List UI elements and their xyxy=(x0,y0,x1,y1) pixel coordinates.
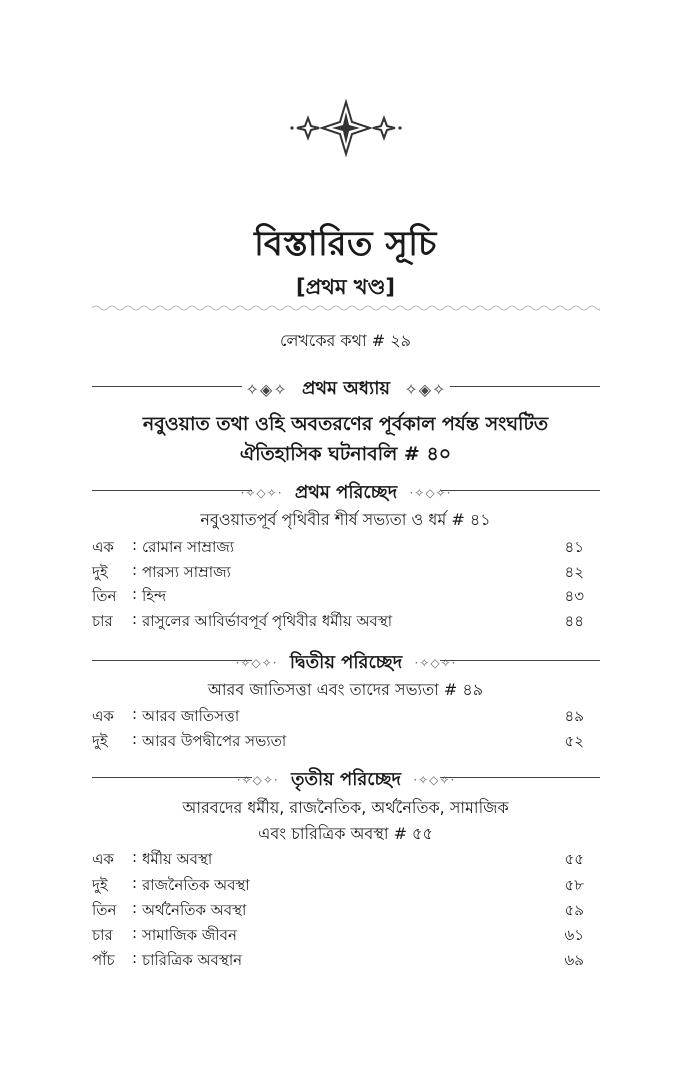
page-subtitle: [প্রথম খণ্ড] xyxy=(295,275,396,299)
entry-page: ৬৯ xyxy=(564,951,584,969)
section-heading: আরব জাতিসত্তা এবং তাদের সভ্যতা # ৪৯ xyxy=(207,680,484,699)
diamond-ornament-icon: ·✧◇✧· xyxy=(240,486,283,500)
entry-page: ৪৯ xyxy=(564,707,584,725)
diamond-ornament-icon: ·✧◇✧· xyxy=(413,773,456,787)
section-divider xyxy=(92,765,600,791)
entry-title: পারস্য সাম্রাজ্য xyxy=(142,563,231,581)
entry-title: অর্থনৈতিক অবস্থা xyxy=(142,901,247,919)
entry-title: হিন্দ xyxy=(142,587,167,605)
entry-number: চার xyxy=(92,612,113,630)
section-label: প্রথম পরিচ্ছেদ xyxy=(294,482,398,503)
section-heading: নবুওয়াতপূর্ব পৃথিবীর শীর্ষ সভ্যতা ও ধর্ম # ৪১ xyxy=(200,510,491,529)
entry-page: ৫২ xyxy=(564,732,584,750)
section-label: দ্বিতীয় পরিচ্ছেদ xyxy=(289,652,403,673)
entry-title: ধর্মীয় অবস্থা xyxy=(142,850,213,868)
entry-title: চারিত্রিক অবস্থান xyxy=(142,951,243,969)
entry-number: চার xyxy=(92,926,113,944)
section-divider xyxy=(92,648,600,674)
entry-page: ৫৯ xyxy=(564,901,584,919)
toc-entry: এক : আরব জাতিসত্তা ৪৯ xyxy=(92,705,584,727)
star-ornament-icon xyxy=(0,98,691,158)
section-divider xyxy=(92,478,600,504)
section-label: তৃতীয় পরিচ্ছেদ xyxy=(290,769,402,790)
toc-entry: দুই : আরব উপদ্বীপের সভ্যতা ৫২ xyxy=(92,730,584,752)
entry-number: এক xyxy=(92,850,114,868)
toc-entry: এক : ধর্মীয় অবস্থা ৫৫ xyxy=(92,848,584,870)
entry-number: এক xyxy=(92,707,114,725)
chapter-divider xyxy=(92,374,600,400)
chapter-title-line1: নবুওয়াত তথা ওহি অবতরণের পূর্বকাল পর্যন্ত সংঘটিত xyxy=(142,413,549,435)
entry-number: এক xyxy=(92,538,114,556)
section-heading-line1: আরবদের ধর্মীয়, রাজনৈতিক, অর্থনৈতিক, সামাজিক xyxy=(182,798,509,817)
diamond-ornament-icon: ✧◈✧ xyxy=(245,379,288,399)
toc-entry: চার : রাসুলের আবির্ভাবপূর্ব পৃথিবীর ধর্মীয় অবস্থা ৪৪ xyxy=(92,610,584,632)
entry-page: ৪৩ xyxy=(564,587,584,605)
toc-entry: তিন : অর্থনৈতিক অবস্থা ৫৯ xyxy=(92,899,584,921)
toc-entry: দুই : পারস্য সাম্রাজ্য ৪২ xyxy=(92,561,584,583)
entry-number: দুই xyxy=(92,876,108,894)
entry-page: ৪২ xyxy=(564,563,584,581)
chapter-title-line2: ঐতিহাসিক ঘটনাবলি # ৪০ xyxy=(239,443,452,465)
entry-title: রোমান সাম্রাজ্য xyxy=(142,538,235,556)
entry-number: তিন xyxy=(92,901,117,919)
entry-title: আরব উপদ্বীপের সভ্যতা xyxy=(142,732,287,750)
toc-entry: চার : সামাজিক জীবন ৬১ xyxy=(92,924,584,946)
page-title: বিস্তারিত সূচি xyxy=(254,224,437,264)
entry-title: রাজনৈতিক অবস্থা xyxy=(142,876,250,894)
section-heading-line2: এবং চারিত্রিক অবস্থা # ৫৫ xyxy=(258,824,433,843)
toc-entry: এক : রোমান সাম্রাজ্য ৪১ xyxy=(92,536,584,558)
author-note-entry: লেখকের কথা # ২৯ xyxy=(280,331,411,350)
diamond-ornament-icon: ·✧◇✧· xyxy=(414,656,457,670)
toc-entry: দুই : রাজনৈতিক অবস্থা ৫৮ xyxy=(92,874,584,896)
entry-title: সামাজিক জীবন xyxy=(142,926,237,944)
wavy-divider-icon xyxy=(92,303,600,313)
chapter-label: প্রথম অধ্যায় xyxy=(301,378,391,399)
entry-page: ৪৪ xyxy=(564,612,584,630)
entry-number: দুই xyxy=(92,732,108,750)
toc-entry: তিন : হিন্দ ৪৩ xyxy=(92,585,584,607)
entry-page: ৫৮ xyxy=(564,876,584,894)
entry-page: ৪১ xyxy=(564,538,584,556)
entry-page: ৬১ xyxy=(564,926,584,944)
entry-number: পাঁচ xyxy=(92,951,115,969)
diamond-ornament-icon: ✧◈✧ xyxy=(404,379,447,399)
toc-entry: পাঁচ : চারিত্রিক অবস্থান ৬৯ xyxy=(92,949,584,971)
diamond-ornament-icon: ·✧◇✧· xyxy=(236,773,279,787)
entry-number: দুই xyxy=(92,563,108,581)
entry-page: ৫৫ xyxy=(564,850,584,868)
diamond-ornament-icon: ·✧◇✧· xyxy=(235,656,278,670)
entry-title: রাসুলের আবির্ভাবপূর্ব পৃথিবীর ধর্মীয় অবস্থা xyxy=(142,612,393,630)
diamond-ornament-icon: ·✧◇✧· xyxy=(409,486,452,500)
entry-title: আরব জাতিসত্তা xyxy=(142,707,240,725)
entry-number: তিন xyxy=(92,587,117,605)
